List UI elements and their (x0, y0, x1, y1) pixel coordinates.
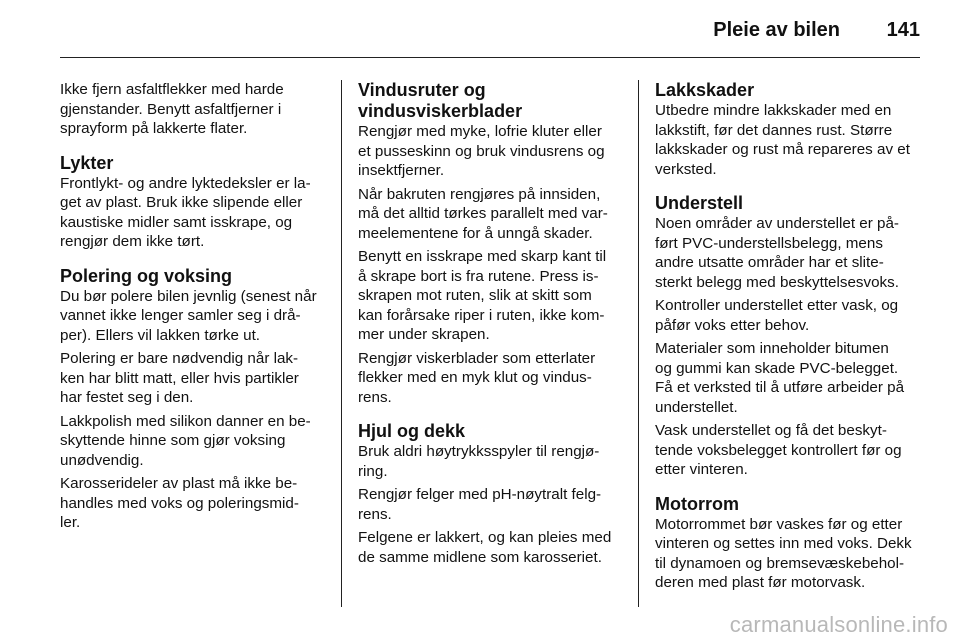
text-line: lakkstift, før det dannes rust. Større (655, 121, 893, 139)
paragraph (655, 214, 923, 292)
text-line: Ikke fjern asfaltflekker med harde (60, 81, 284, 98)
section-heading (60, 266, 328, 287)
page-title: Pleie av bilen (713, 19, 840, 41)
text-line: Bruk aldri høytrykksspyler til rengjø- (358, 443, 600, 460)
heading-line: Understell (655, 193, 744, 213)
heading-line: Motorrom (655, 493, 739, 514)
text-line: Benytt en isskrape med skarp kant til (358, 248, 607, 265)
text-line: etter vinteren. (655, 461, 748, 478)
heading-line: Hjul og dekk (358, 421, 466, 441)
text-line: mer under skrapen. (358, 326, 490, 343)
text-line: til dynamoen og bremsevæskebehol- (655, 554, 905, 572)
text-line: per). Ellers vil lakken tørke ut. (60, 326, 261, 344)
text-line: insektfjerner. (358, 162, 445, 179)
text-line: andre utsatte områder har et slite- (655, 254, 884, 271)
text-line: rens. (358, 505, 392, 523)
paragraph (358, 485, 626, 524)
paragraph (60, 174, 328, 252)
section-heading (655, 80, 923, 101)
text-line: Rengjør felger med pH-nøytralt felg- (358, 486, 602, 503)
text-line: Noen områder av understellet er på- (655, 215, 899, 232)
page-header (60, 16, 920, 44)
paragraph (655, 421, 923, 480)
text-line: påfør voks etter behov. (655, 316, 810, 334)
paragraph (60, 412, 328, 471)
text-line: Utbedre mindre lakkskader med en (655, 102, 892, 119)
text-line: Kontroller understellet etter vask, og (655, 297, 899, 314)
heading-line: Lykter (60, 152, 114, 173)
heading-line: Polering og voksing (60, 265, 233, 286)
column-divider-2 (638, 80, 639, 607)
column-divider-1 (341, 80, 342, 607)
text-line: Polering er bare nødvendig når lak- (60, 350, 299, 367)
text-line: Rengjør viskerblader som etterlater (358, 349, 596, 367)
text-line: Materialer som inneholder bitumen (655, 340, 889, 357)
text-line: sterkt belegg med beskyttelsesvoks. (655, 273, 899, 291)
text-line: Karosserideler av plast må ikke be- (60, 475, 298, 492)
text-line: Felgene er lakkert, og kan pleies med (358, 529, 612, 546)
text-line: kaustiske midler samt isskrape, og (60, 213, 293, 231)
watermark: carmanualsonline.info (729, 612, 948, 637)
text-line: get av plast. Bruk ikke slipende eller (60, 194, 303, 211)
section-heading (358, 80, 626, 122)
text-line: skyttende hinne som gjør voksing (60, 432, 286, 449)
text-line: flekker med en myk klut og vindus- (358, 369, 592, 386)
paragraph (60, 349, 328, 408)
section-heading (60, 153, 328, 174)
text-line: Lakkpolish med silikon danner en be- (60, 412, 311, 430)
text-line: understellet. (655, 398, 738, 416)
text-line: unødvendig. (60, 451, 144, 469)
paragraph (655, 339, 923, 417)
text-line: Vask understellet og få det beskyt- (655, 422, 887, 439)
text-line: Rengjør med myke, lofrie kluter eller (358, 123, 602, 140)
paragraph (358, 528, 626, 567)
text-line: og gummi kan skade PVC-belegget. (655, 359, 899, 377)
heading-line: Lakkskader (655, 80, 755, 100)
text-line: Frontlykt- og andre lyktedeksler er la- (60, 174, 311, 192)
text-line: gjenstander. Benytt asfaltfjerner i (60, 100, 282, 118)
text-line: kan forårsake riper i ruten, ikke kom- (358, 306, 605, 324)
text-line: Når bakruten rengjøres på innsiden, (358, 185, 601, 203)
text-line: Motorrommet bør vaskes før og etter (655, 515, 903, 533)
column-1 (60, 80, 328, 537)
header-rule (60, 57, 920, 58)
paragraph (358, 247, 626, 345)
text-line: verksted. (655, 160, 717, 178)
text-line: Få et verksted til å utføre arbeider på (655, 379, 905, 396)
page-number: 141 (886, 19, 920, 41)
paragraph (358, 185, 626, 244)
paragraph (60, 80, 328, 139)
paragraph (358, 349, 626, 408)
heading-line: Vindusruter og (358, 80, 486, 100)
text-line: tende voksbelegget kontrollert før og (655, 441, 902, 459)
text-line: de samme midlene som karosseriet. (358, 548, 602, 566)
text-line: å skrape bort is fra rutene. Press is- (358, 267, 599, 285)
text-line: rengjør dem ikke tørt. (60, 233, 205, 250)
paragraph (655, 515, 923, 593)
section-heading (655, 494, 923, 515)
text-line: sprayform på lakkerte flater. (60, 120, 248, 137)
text-line: meelementene for å unngå skader. (358, 224, 593, 242)
paragraph (358, 122, 626, 181)
text-line: deren med plast før motorvask. (655, 574, 866, 591)
text-line: ken har blitt matt, eller hvis partikler (60, 369, 299, 387)
text-line: et pusseskinn og bruk vindusrens og (358, 142, 605, 160)
text-line: Du bør polere bilen jevnlig (senest når (60, 287, 317, 305)
text-line: rens. (358, 388, 392, 406)
text-line: skrapen mot ruten, slik at skitt som (358, 287, 592, 304)
text-line: ler. (60, 514, 81, 531)
section-heading (655, 193, 923, 214)
column-2 (358, 80, 626, 571)
text-line: må det alltid tørkes parallelt med var- (358, 205, 608, 222)
column-3 (655, 80, 923, 597)
text-line: handles med voks og poleringsmid- (60, 494, 299, 512)
paragraph (655, 101, 923, 179)
text-line: vinteren og settes inn med voks. Dekk (655, 535, 912, 552)
section-heading (358, 421, 626, 442)
paragraph (60, 287, 328, 346)
text-line: ført PVC-understellsbelegg, mens (655, 234, 883, 252)
paragraph (655, 296, 923, 335)
text-line: har festet seg i den. (60, 389, 194, 406)
text-line: ring. (358, 462, 388, 480)
text-line: vannet ikke lenger samler seg i drå- (60, 307, 301, 324)
text-line: lakkskader og rust må repareres av et (655, 141, 910, 158)
paragraph (60, 474, 328, 533)
heading-line: vindusviskerblader (358, 101, 523, 121)
paragraph (358, 442, 626, 481)
